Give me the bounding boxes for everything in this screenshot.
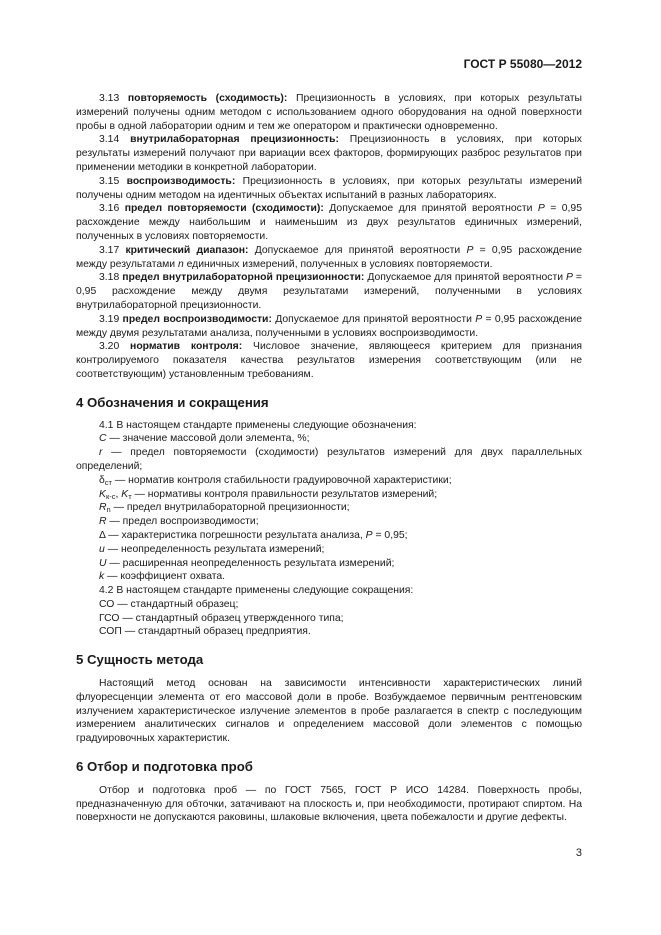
symbol-R: R — предел воспроизводимости; xyxy=(99,516,259,528)
symbol-k-coverage: k — коэффициент охвата. xyxy=(99,571,226,583)
symbol-c: C — значение массовой доли элемента, %; xyxy=(99,433,310,445)
definition-3-15: 3.15 воспроизводимость: Прецизионность в условиях, при которых результаты измерений получены одним методом на идентичных объектах испытаний в разных лабораториях. xyxy=(76,175,583,201)
section-6-heading: 6 Отбор и подготовка проб xyxy=(76,759,253,775)
para-4-1: 4.1 В настоящем стандарте применены следующие обозначения: xyxy=(99,419,417,431)
section-5-heading: 5 Сущность метода xyxy=(76,652,204,668)
para-4-2: 4.2 В настоящем стандарте применены следующие сокращения: xyxy=(99,585,414,597)
symbol-r: r — предел повторяемости (сходимости) результатов измерений для двух параллельных определений; xyxy=(76,447,582,472)
symbol-delta: Δ — характеристика погрешности результата анализа, P = 0,95; xyxy=(99,529,408,541)
definition-3-14: 3.14 внутрилабораторная прецизионность: Прецизионность в условиях, при которых результаты измерений получают при вариации всех факторов, формирующих разброс результатов при применении методики в конкретной лаборатории. xyxy=(76,134,583,173)
section-5-text: Настоящий метод основан на зависимости интенсивности характеристических линий флуоресценции элемента от его массовой доли в пробе. Возбуждаемое первичным рентгеновским излучением характеристическое излучение элементов в пробе разлагается в спектр с последующим измерением аналитических сигналов и определением массовой доли элементов с помощью градуировочных характеристик. xyxy=(76,678,582,745)
symbol-k: $K_{к-с}$, $K_т$ — нормативы контроля правильности результатов измерений; xyxy=(99,488,438,501)
definition-3-13: 3.13 повторяемость (сходимость): Прецизионность в условиях, при которых результаты измерений получены одним методом с использованием одного оборудования на одной поверхности пробы в одной лаборатории одним и тем же оператором и практически одновременно. xyxy=(76,93,582,132)
abbrev-gso: ГСО — стандартный образец утвержденного типа; xyxy=(99,612,344,624)
definition-3-20: 3.20 норматив контроля: Числовое значение, являющееся критерием для признания контролируемого показателя качества результатов измерения соответствующим (или не соответствующим) установленным требованиям. xyxy=(76,341,583,380)
section-4-heading: 4 Обозначения и сокращения xyxy=(76,394,269,410)
symbol-U: U — расширенная неопределенность результата измерений; xyxy=(99,557,395,569)
definition-3-19: 3.19 предел воспроизводимости: Допускаемое для принятой вероятности P = 0,95 расхождение между двумя результатами анализа, полученными в условиях воспроизводимости. xyxy=(76,313,582,339)
definition-3-17: 3.17 критический диапазон: Допускаемое для принятой вероятности P = 0,95 расхождение между результатами n единичных измерений, полученных в условиях повторяемости. xyxy=(76,244,582,270)
page-content xyxy=(76,92,582,825)
document-id: ГОСТ Р 55080—2012 xyxy=(463,57,582,71)
section-6-text: Отбор и подготовка проб — по ГОСТ 7565, ГОСТ Р ИСО 14284. Поверхность пробы, предназначенную для обточки, затачивают на плоскость и, при необходимости, протирают спиртом. На поверхности не допускаются раковины, шлаковые включения, цвета побежалости и другие дефекты. xyxy=(76,784,582,824)
definition-3-18: 3.18 предел внутрилабораторной прецизионности: Допускаемое для принятой вероятности P = 0,95 расхождение между двумя результатами измерений, полученными в условиях внутрилабораторной прецизионности. xyxy=(76,272,582,311)
page-number: 3 xyxy=(575,847,582,859)
symbol-rn: $R_n$ — предел внутрилабораторной прецизионности; xyxy=(99,502,350,515)
abbrev-so: СО — стандартный образец; xyxy=(99,598,239,610)
symbol-u: u — неопределенность результата измерений; xyxy=(99,543,325,555)
definition-3-16: 3.16 предел повторяемости (сходимости): Допускаемое для принятой вероятности P = 0,95 расхождение между наибольшим и наименьшим из двух результатов единичных измерений, полученных в условиях повторяемости. xyxy=(76,203,582,242)
symbol-delta-st: $\delta_{ст}$ — норматив контроля стабильности градуировочной характеристики; xyxy=(99,474,452,487)
abbrev-sop: СОП — стандартный образец предприятия. xyxy=(99,626,311,638)
